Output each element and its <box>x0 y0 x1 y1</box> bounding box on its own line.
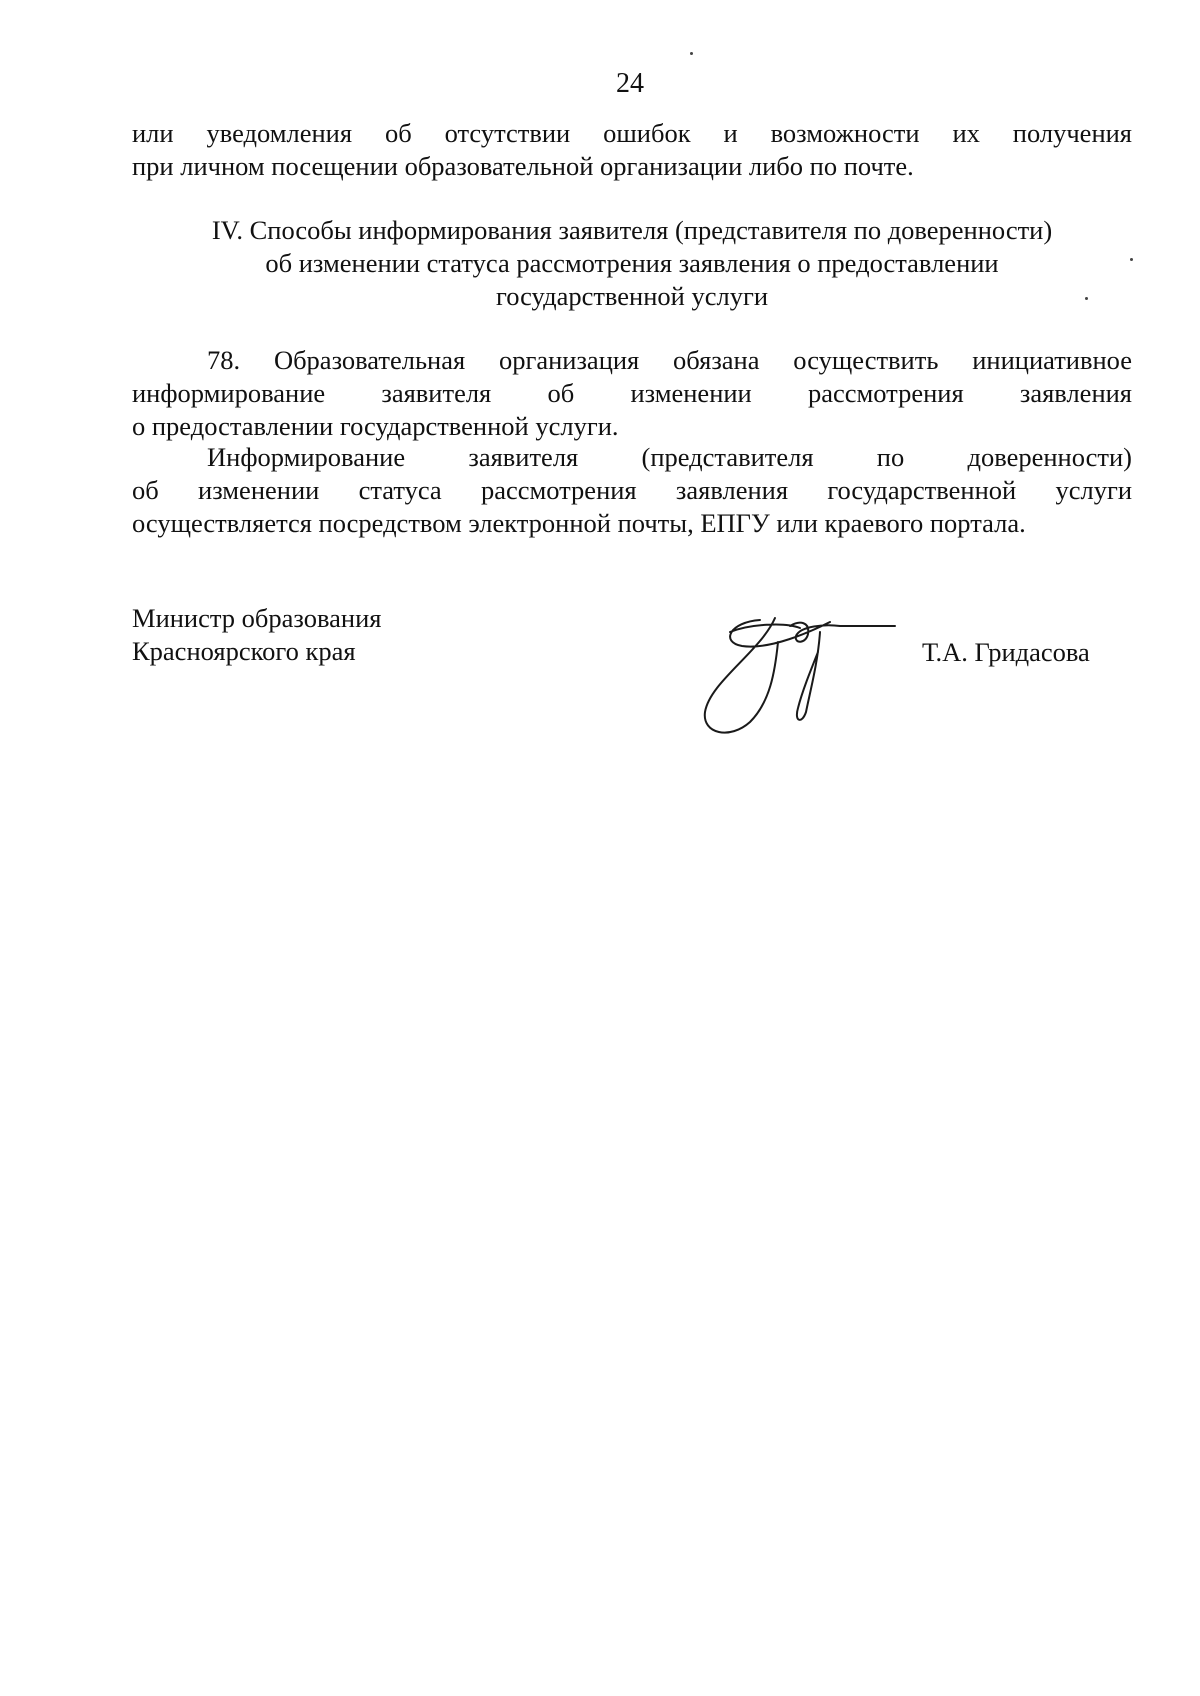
signer-name: Т.А. Гридасова <box>922 637 1090 667</box>
scan-speck <box>1130 258 1133 261</box>
paragraph-line: 78. Образовательная организация обязана осуществить инициативное <box>207 345 1132 375</box>
paragraph-line: при личном посещении образовательной организации либо по почте. <box>132 151 914 181</box>
scan-speck <box>1085 297 1088 300</box>
paragraph-line: о предоставлении государственной услуги. <box>132 411 619 441</box>
paragraph-78 <box>132 344 1132 443</box>
paragraph-continuation <box>132 117 1132 183</box>
section-heading <box>132 214 1132 313</box>
paragraph-line: или уведомления об отсутствии ошибок и возможности их получения <box>132 118 1132 148</box>
heading-line: об изменении статуса рассмотрения заявления о предоставлении <box>265 248 999 278</box>
signatory-title-line: Красноярского края <box>132 636 356 666</box>
heading-line: IV. Способы информирования заявителя (представителя по доверенности) <box>211 215 1053 245</box>
paragraph-line: Информирование заявителя (представителя по доверенности) <box>207 442 1132 472</box>
paragraph-line: осуществляется посредством электронной почты, ЕПГУ или краевого портала. <box>132 508 1026 538</box>
signatory-title <box>132 602 381 668</box>
paragraph-line: об изменении статуса рассмотрения заявления государственной услуги <box>132 475 1132 505</box>
signatory-title-line: Министр образования <box>132 603 382 633</box>
heading-line: государственной услуги <box>495 281 769 311</box>
page-number: 24 <box>616 68 644 99</box>
scan-speck <box>690 52 693 55</box>
paragraph-line: информирование заявителя об изменении рассмотрения заявления <box>132 378 1132 408</box>
handwritten-signature <box>690 612 920 742</box>
paragraph-informing <box>132 441 1132 540</box>
